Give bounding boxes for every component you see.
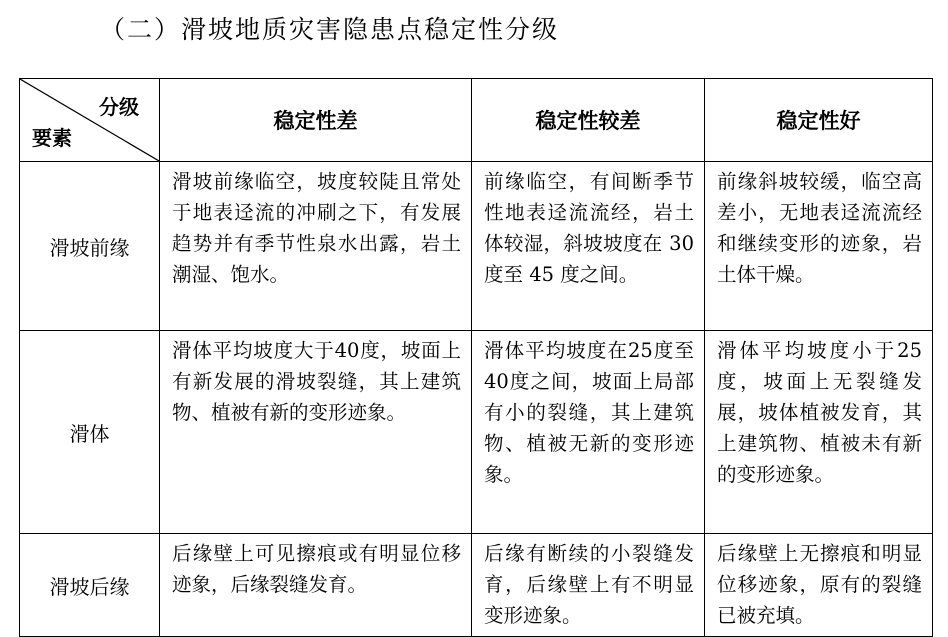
row-header-front-edge: 滑坡前缘 bbox=[20, 162, 160, 331]
table-cell: 后缘有断续的小裂缝发育，后缘壁上有不明显变形迹象。 bbox=[472, 534, 705, 637]
page-title: （二）滑坡地质灾害隐患点稳定性分级 bbox=[100, 15, 560, 44]
table-cell: 后缘壁上无擦痕和明显位移迹象，原有的裂缝已被充填。 bbox=[705, 534, 933, 637]
table-cell: 前缘斜坡较缓，临空高差小，无地表迳流流经和继续变形的迹象，岩土体干燥。 bbox=[705, 162, 933, 331]
row-header-slide-body: 滑体 bbox=[20, 331, 160, 534]
table-cell: 滑体平均坡度在25度至40度之间，坡面上局部有小的裂缝，其上建筑物、植被无新的变形迹象。 bbox=[472, 331, 705, 534]
table-row bbox=[20, 162, 933, 331]
row-header-back-edge: 滑坡后缘 bbox=[20, 534, 160, 637]
table-cell: 后缘壁上可见擦痕或有明显位移迹象，后缘裂缝发育。 bbox=[160, 534, 472, 637]
stability-grading-table bbox=[19, 78, 933, 637]
corner-label-factor: 要素 bbox=[32, 126, 72, 150]
table-cell: 前缘临空，有间断季节性地表迳流流经，岩土体较湿，斜坡坡度在 30 度至 45 度之间。 bbox=[472, 162, 705, 331]
table-row bbox=[20, 534, 933, 637]
column-header-good: 稳定性好 bbox=[705, 79, 933, 162]
table-cell: 滑体平均坡度大于40度，坡面上有新发展的滑坡裂缝，其上建筑物、植被有新的变形迹象。 bbox=[160, 331, 472, 534]
column-header-fair: 稳定性较差 bbox=[472, 79, 705, 162]
corner-label-grade: 分级 bbox=[99, 95, 139, 119]
table-row bbox=[20, 331, 933, 534]
table-cell: 滑体平均坡度小于25度，坡面上无裂缝发展，坡体植被发育，其上建筑物、植被未有新的变形迹象。 bbox=[705, 331, 933, 534]
header-row bbox=[20, 79, 933, 162]
column-header-poor: 稳定性差 bbox=[160, 79, 472, 162]
corner-header-cell bbox=[20, 79, 160, 162]
table-cell: 滑坡前缘临空，坡度较陡且常处于地表迳流的冲刷之下，有发展趋势并有季节性泉水出露，岩土潮湿、饱水。 bbox=[160, 162, 472, 331]
